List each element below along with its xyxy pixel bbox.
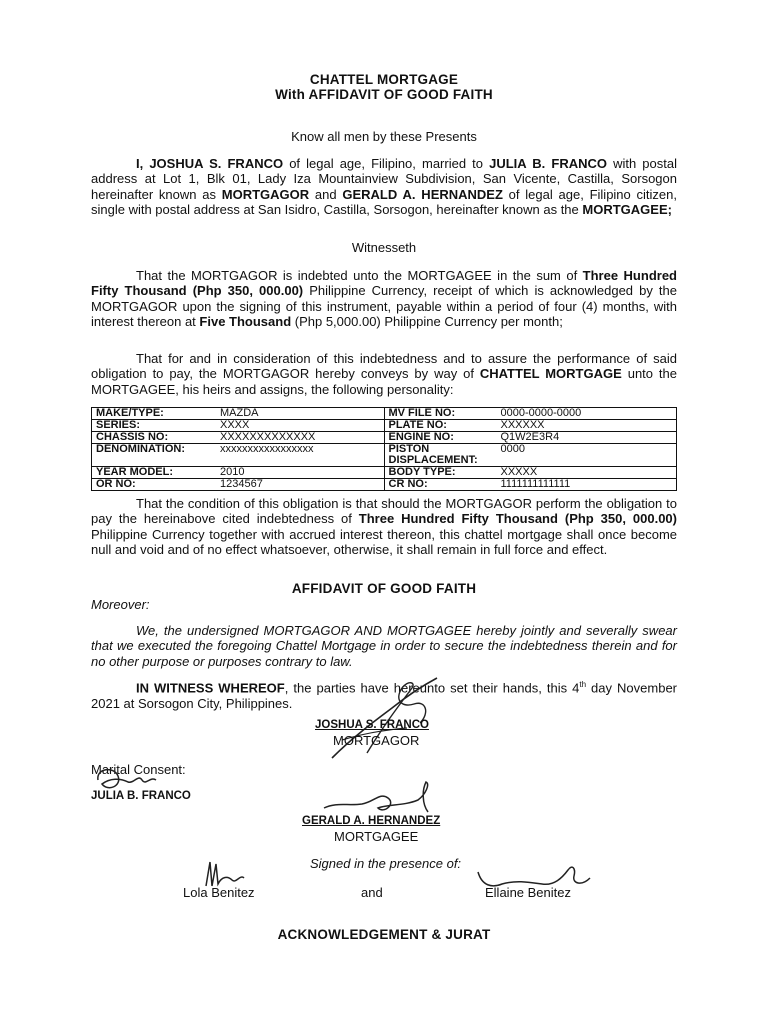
vehicle-field-label: ENGINE NO: bbox=[388, 431, 454, 443]
mortgagee-signature bbox=[318, 780, 448, 820]
spouse-name: JULIA B. FRANCO bbox=[91, 790, 191, 802]
vehicle-field-label: MAKE/TYPE: bbox=[96, 407, 164, 419]
vehicle-field-value: XXXXX bbox=[500, 466, 538, 478]
mortgagor-name-inline: I, JOSHUA S. FRANCO bbox=[136, 156, 284, 171]
witness2-name: Ellaine Benitez bbox=[485, 885, 571, 900]
vehicle-field-label: SERIES: bbox=[96, 419, 141, 431]
mortgagor-role: MORTGAGOR bbox=[333, 733, 420, 748]
vehicle-details-table bbox=[91, 407, 677, 491]
conveyance-paragraph: That for and in consideration of this indebtedness and to assure the performance of said obligation to pay, the MORTGAGOR hereby conveys by way of CHATTEL MORTGAGE unto the MORTGAGEE, his heirs and assigns, the following personality: bbox=[91, 351, 677, 397]
vehicle-field-value: XXXXXXXXXXXXX bbox=[220, 431, 316, 443]
vehicle-table-row bbox=[92, 479, 677, 491]
vehicle-field-label: CHASSIS NO: bbox=[96, 431, 169, 443]
vehicle-field-label: MV FILE NO: bbox=[388, 407, 456, 419]
affidavit-title: AFFIDAVIT OF GOOD FAITH bbox=[291, 581, 477, 596]
vehicle-field-value: XXXX bbox=[220, 419, 250, 431]
vehicle-field-value: 1111111111111 bbox=[500, 478, 571, 490]
parties-paragraph: I, JOSHUA S. FRANCO of legal age, Filipino, married to JULIA B. FRANCO with postal address at Lot 1, Blk 01, Lady Iza Mountainview Subdivision, San Vicente, Castilla, Sorsogon hereinafter known as MORTGAGOR and GERALD A. HERNANDEZ of legal age, Filipino citizen, single with postal address at San Isidro, Castilla, Sorsogon, hereinafter known as the MORTGAGEE; bbox=[91, 156, 677, 218]
mortgagee-name: GERALD A. HERNANDEZ bbox=[302, 815, 441, 827]
vehicle-field-value: xxxxxxxxxxxxxxxxx bbox=[220, 443, 314, 455]
document-title: CHATTEL MORTGAGE bbox=[309, 72, 459, 87]
mortgagor-name: JOSHUA S. FRANCO bbox=[315, 719, 429, 731]
vehicle-table-row bbox=[92, 467, 677, 479]
vehicle-field-label: PLATE NO: bbox=[388, 419, 447, 431]
vehicle-field-label: PISTON DISPLACEMENT: bbox=[388, 443, 478, 466]
witness1-name: Lola Benitez bbox=[183, 885, 255, 900]
vehicle-field-value: MAZDA bbox=[220, 407, 259, 419]
witnesseth-heading: Witnesseth bbox=[351, 240, 417, 255]
vehicle-field-label: CR NO: bbox=[388, 478, 428, 490]
condition-paragraph: That the condition of this obligation is that should the MORTGAGOR perform the obligation to pay the hereinabove cited indebtedness of Three Hundred Fifty Thousand (Php 350, 000.00) Philippine Currency together with accrued interest thereon, this chattel mortgage shall once become null and void and of no effect whatsoever, otherwise, it shall remain in full force and effect. bbox=[91, 496, 677, 558]
vehicle-table-row bbox=[92, 432, 677, 444]
document-subtitle: With AFFIDAVIT OF GOOD FAITH bbox=[275, 87, 493, 102]
mortgagee-role: MORTGAGEE bbox=[334, 829, 419, 844]
marital-consent-label: Marital Consent: bbox=[91, 762, 186, 777]
intro-line: Know all men by these Presents bbox=[291, 129, 477, 144]
vehicle-field-value: 1234567 bbox=[220, 478, 263, 490]
moreover-label: Moreover: bbox=[91, 597, 150, 612]
witness-whereof-paragraph: IN WITNESS WHEREOF, the parties have hereunto set their hands, this 4th day November 2021 at Sorsogon City, Philippines. bbox=[91, 680, 678, 711]
mortgagee-name-inline: GERALD A. HERNANDEZ bbox=[342, 186, 503, 202]
and-label: and bbox=[361, 885, 383, 900]
acknowledgement-heading: ACKNOWLEDGEMENT & JURAT bbox=[277, 927, 491, 942]
vehicle-field-label: YEAR MODEL: bbox=[96, 466, 173, 478]
vehicle-field-value: 0000 bbox=[500, 443, 525, 455]
affidavit-text: We, the undersigned MORTGAGOR AND MORTGAGEE hereby jointly and severally swear that we executed the foregoing Chattel Mortgage in order to secure the indebtedness therein and for no other purpose or purposes contrary to law. bbox=[91, 623, 677, 669]
mortgagor-signature bbox=[312, 668, 452, 768]
vehicle-table-row bbox=[92, 420, 677, 432]
vehicle-field-label: BODY TYPE: bbox=[388, 466, 456, 478]
vehicle-table-row bbox=[92, 408, 677, 420]
vehicle-field-value: 0000-0000-0000 bbox=[500, 407, 582, 419]
vehicle-field-value: XXXXXX bbox=[500, 419, 545, 431]
presence-label: Signed in the presence of: bbox=[310, 856, 462, 871]
vehicle-field-value: Q1W2E3R4 bbox=[500, 431, 560, 443]
vehicle-table-row bbox=[92, 444, 677, 467]
vehicle-field-label: OR NO: bbox=[96, 478, 136, 490]
vehicle-field-value: 2010 bbox=[220, 466, 245, 478]
vehicle-field-label: DENOMINATION: bbox=[96, 443, 186, 455]
debt-paragraph: That the MORTGAGOR is indebted unto the MORTGAGEE in the sum of Three Hundred Fifty Thousand (Php 350, 000.00) Philippine Currency, receipt of which is acknowledged by the MORTGAGOR upon the signing of this instrument, payable within a period of four (4) months, with interest thereon at Five Thousand (Php 5,000.00) Philippine Currency per month; bbox=[91, 268, 677, 330]
